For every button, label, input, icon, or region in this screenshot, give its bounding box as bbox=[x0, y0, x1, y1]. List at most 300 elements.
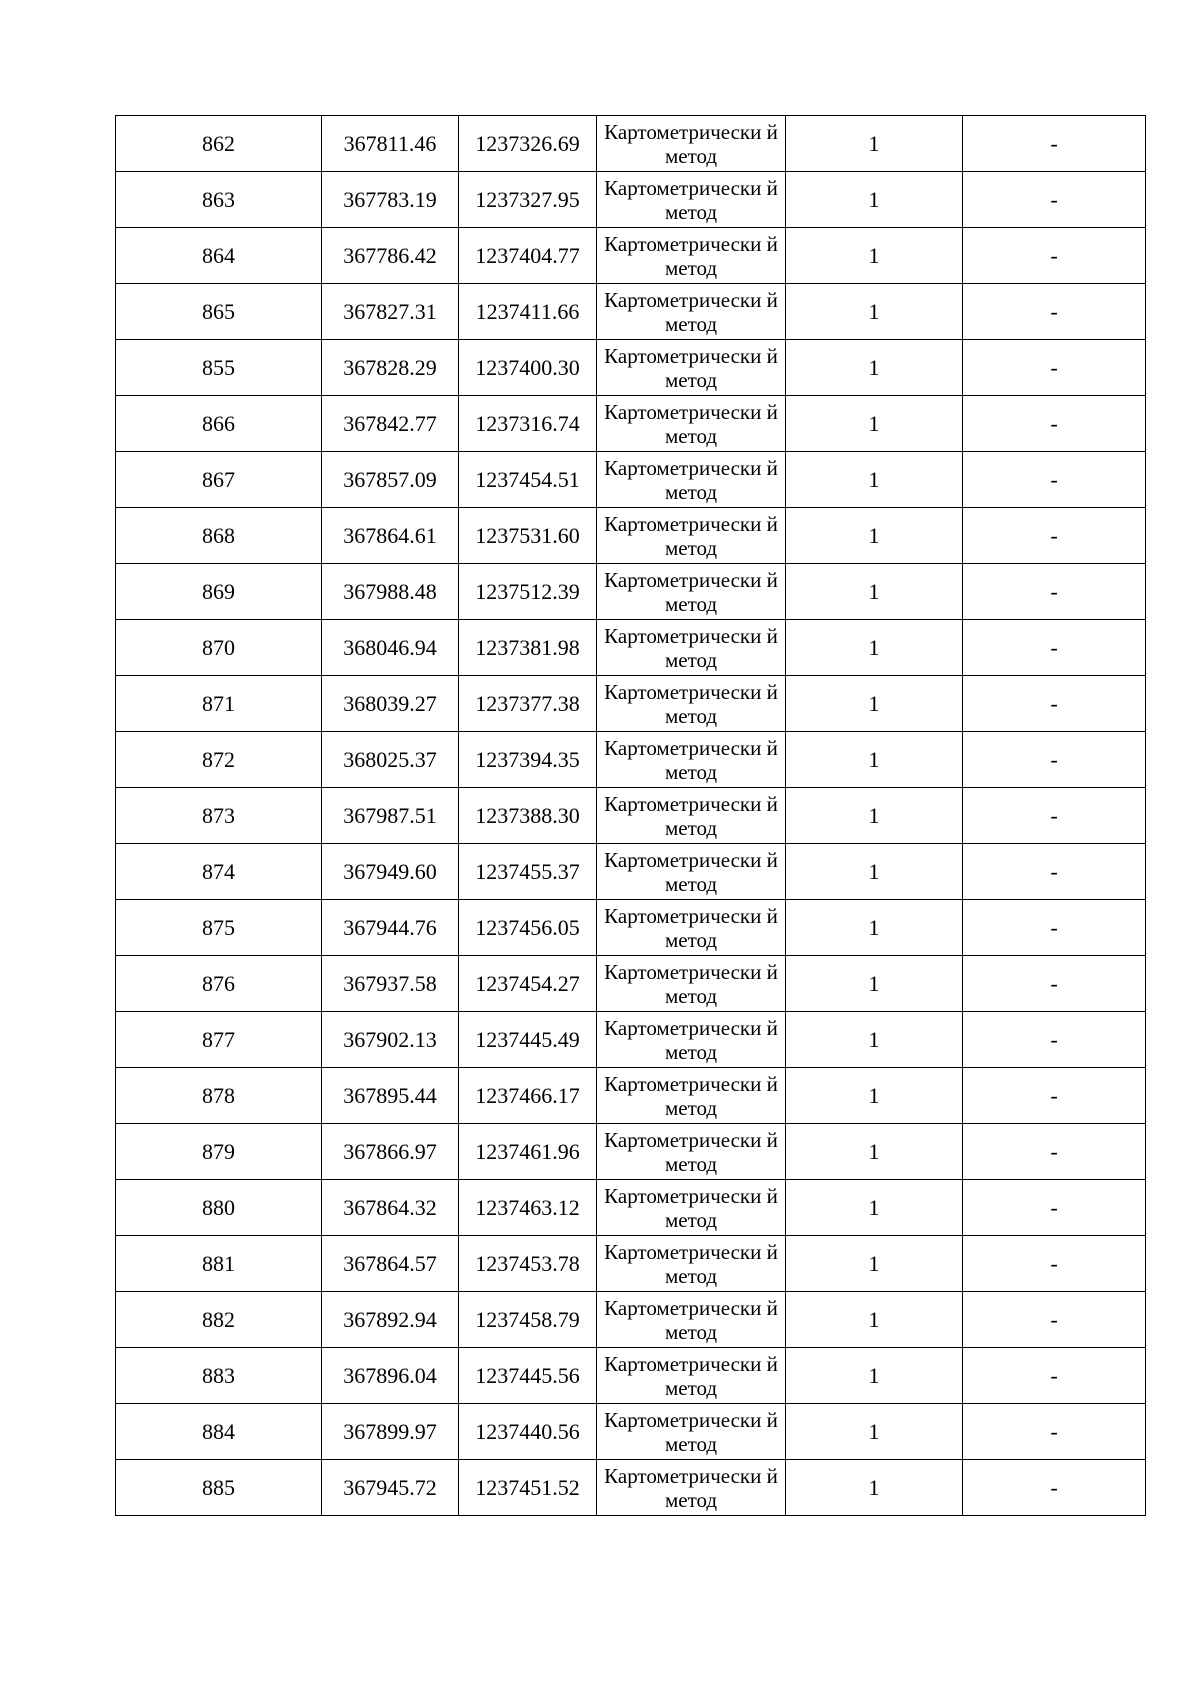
accuracy-cell-text: 1 bbox=[868, 1474, 880, 1500]
y-coordinate-cell bbox=[459, 1124, 597, 1180]
x-coordinate-cell-text: 367988.48 bbox=[343, 578, 437, 604]
table-row bbox=[116, 1012, 1146, 1068]
x-coordinate-cell-text: 367899.97 bbox=[343, 1418, 437, 1444]
x-coordinate-cell bbox=[322, 116, 459, 172]
method-cell-text: Картометрически й метод bbox=[604, 567, 778, 616]
method-cell-text: Картометрически й метод bbox=[604, 1239, 778, 1288]
accuracy-cell bbox=[786, 956, 963, 1012]
y-coordinate-cell bbox=[459, 732, 597, 788]
accuracy-cell bbox=[786, 1348, 963, 1404]
table-row bbox=[116, 1068, 1146, 1124]
table-row bbox=[116, 452, 1146, 508]
y-coordinate-cell-text: 1237400.30 bbox=[475, 354, 580, 380]
x-coordinate-cell bbox=[322, 508, 459, 564]
y-coordinate-cell-text: 1237316.74 bbox=[475, 410, 580, 436]
coordinates-table-body bbox=[116, 116, 1146, 1516]
method-cell bbox=[597, 844, 786, 900]
point-number-cell-text: 855 bbox=[202, 354, 235, 380]
y-coordinate-cell-text: 1237455.37 bbox=[475, 858, 580, 884]
point-number-cell-text: 873 bbox=[202, 802, 235, 828]
x-coordinate-cell bbox=[322, 1348, 459, 1404]
method-cell-text: Картометрически й метод bbox=[604, 1463, 778, 1512]
accuracy-cell bbox=[786, 844, 963, 900]
x-coordinate-cell bbox=[322, 1236, 459, 1292]
y-coordinate-cell-text: 1237531.60 bbox=[475, 522, 580, 548]
note-cell-text: - bbox=[1050, 970, 1058, 996]
method-cell-text: Картометрически й метод bbox=[604, 175, 778, 224]
note-cell-text: - bbox=[1050, 802, 1058, 828]
note-cell-text: - bbox=[1050, 354, 1058, 380]
note-cell-text: - bbox=[1050, 298, 1058, 324]
y-coordinate-cell bbox=[459, 116, 597, 172]
method-cell-text: Картометрически й метод bbox=[604, 847, 778, 896]
point-number-cell bbox=[116, 172, 322, 228]
y-coordinate-cell bbox=[459, 1236, 597, 1292]
accuracy-cell-text: 1 bbox=[868, 410, 880, 436]
accuracy-cell-text: 1 bbox=[868, 1026, 880, 1052]
x-coordinate-cell-text: 367864.61 bbox=[343, 522, 437, 548]
accuracy-cell-text: 1 bbox=[868, 1306, 880, 1332]
x-coordinate-cell-text: 368046.94 bbox=[343, 634, 437, 660]
method-cell-text: Картометрически й метод bbox=[604, 679, 778, 728]
x-coordinate-cell-text: 368039.27 bbox=[343, 690, 437, 716]
table-row bbox=[116, 1460, 1146, 1516]
method-cell-text: Картометрически й метод bbox=[604, 287, 778, 336]
accuracy-cell-text: 1 bbox=[868, 1250, 880, 1276]
y-coordinate-cell-text: 1237381.98 bbox=[475, 634, 580, 660]
y-coordinate-cell bbox=[459, 1068, 597, 1124]
y-coordinate-cell bbox=[459, 676, 597, 732]
point-number-cell-text: 878 bbox=[202, 1082, 235, 1108]
method-cell bbox=[597, 1460, 786, 1516]
y-coordinate-cell bbox=[459, 284, 597, 340]
y-coordinate-cell-text: 1237454.51 bbox=[475, 466, 580, 492]
x-coordinate-cell bbox=[322, 1068, 459, 1124]
x-coordinate-cell bbox=[322, 284, 459, 340]
y-coordinate-cell-text: 1237451.52 bbox=[475, 1474, 580, 1500]
point-number-cell bbox=[116, 732, 322, 788]
point-number-cell bbox=[116, 1348, 322, 1404]
point-number-cell-text: 884 bbox=[202, 1418, 235, 1444]
x-coordinate-cell-text: 367811.46 bbox=[343, 130, 437, 156]
y-coordinate-cell-text: 1237466.17 bbox=[475, 1082, 580, 1108]
note-cell bbox=[963, 1180, 1146, 1236]
x-coordinate-cell-text: 367892.94 bbox=[343, 1306, 437, 1332]
point-number-cell-text: 875 bbox=[202, 914, 235, 940]
note-cell-text: - bbox=[1050, 1362, 1058, 1388]
x-coordinate-cell-text: 367786.42 bbox=[343, 242, 437, 268]
y-coordinate-cell bbox=[459, 564, 597, 620]
note-cell-text: - bbox=[1050, 690, 1058, 716]
method-cell-text: Картометрически й метод bbox=[604, 1351, 778, 1400]
accuracy-cell bbox=[786, 1460, 963, 1516]
method-cell bbox=[597, 1068, 786, 1124]
point-number-cell-text: 881 bbox=[202, 1250, 235, 1276]
x-coordinate-cell bbox=[322, 1124, 459, 1180]
note-cell-text: - bbox=[1050, 130, 1058, 156]
note-cell-text: - bbox=[1050, 1026, 1058, 1052]
y-coordinate-cell-text: 1237440.56 bbox=[475, 1418, 580, 1444]
y-coordinate-cell-text: 1237453.78 bbox=[475, 1250, 580, 1276]
x-coordinate-cell-text: 367896.04 bbox=[343, 1362, 437, 1388]
accuracy-cell-text: 1 bbox=[868, 354, 880, 380]
point-number-cell-text: 883 bbox=[202, 1362, 235, 1388]
x-coordinate-cell-text: 367828.29 bbox=[343, 354, 437, 380]
note-cell bbox=[963, 564, 1146, 620]
note-cell bbox=[963, 1236, 1146, 1292]
accuracy-cell bbox=[786, 1012, 963, 1068]
method-cell bbox=[597, 1292, 786, 1348]
accuracy-cell bbox=[786, 396, 963, 452]
note-cell-text: - bbox=[1050, 242, 1058, 268]
point-number-cell-text: 872 bbox=[202, 746, 235, 772]
method-cell bbox=[597, 1124, 786, 1180]
table-row bbox=[116, 172, 1146, 228]
accuracy-cell-text: 1 bbox=[868, 970, 880, 996]
point-number-cell bbox=[116, 844, 322, 900]
note-cell-text: - bbox=[1050, 1138, 1058, 1164]
accuracy-cell bbox=[786, 1180, 963, 1236]
point-number-cell-text: 869 bbox=[202, 578, 235, 604]
note-cell-text: - bbox=[1050, 410, 1058, 436]
method-cell bbox=[597, 340, 786, 396]
x-coordinate-cell bbox=[322, 1012, 459, 1068]
accuracy-cell bbox=[786, 900, 963, 956]
y-coordinate-cell-text: 1237404.77 bbox=[475, 242, 580, 268]
note-cell bbox=[963, 788, 1146, 844]
y-coordinate-cell bbox=[459, 396, 597, 452]
y-coordinate-cell bbox=[459, 1404, 597, 1460]
method-cell bbox=[597, 676, 786, 732]
y-coordinate-cell bbox=[459, 1012, 597, 1068]
note-cell bbox=[963, 172, 1146, 228]
y-coordinate-cell-text: 1237463.12 bbox=[475, 1194, 580, 1220]
note-cell bbox=[963, 1292, 1146, 1348]
accuracy-cell-text: 1 bbox=[868, 578, 880, 604]
point-number-cell-text: 874 bbox=[202, 858, 235, 884]
table-row bbox=[116, 732, 1146, 788]
y-coordinate-cell-text: 1237326.69 bbox=[475, 130, 580, 156]
method-cell bbox=[597, 228, 786, 284]
method-cell-text: Картометрически й метод bbox=[604, 903, 778, 952]
method-cell-text: Картометрически й метод bbox=[604, 623, 778, 672]
table-row bbox=[116, 1292, 1146, 1348]
accuracy-cell-text: 1 bbox=[868, 1362, 880, 1388]
table-row bbox=[116, 116, 1146, 172]
x-coordinate-cell-text: 367944.76 bbox=[343, 914, 437, 940]
table-row bbox=[116, 676, 1146, 732]
x-coordinate-cell bbox=[322, 1292, 459, 1348]
x-coordinate-cell-text: 367866.97 bbox=[343, 1138, 437, 1164]
point-number-cell bbox=[116, 396, 322, 452]
x-coordinate-cell bbox=[322, 788, 459, 844]
y-coordinate-cell-text: 1237411.66 bbox=[475, 298, 580, 324]
method-cell bbox=[597, 508, 786, 564]
method-cell bbox=[597, 1348, 786, 1404]
table-row bbox=[116, 788, 1146, 844]
method-cell bbox=[597, 284, 786, 340]
x-coordinate-cell bbox=[322, 956, 459, 1012]
x-coordinate-cell-text: 367937.58 bbox=[343, 970, 437, 996]
accuracy-cell bbox=[786, 1124, 963, 1180]
note-cell bbox=[963, 452, 1146, 508]
note-cell bbox=[963, 284, 1146, 340]
accuracy-cell bbox=[786, 172, 963, 228]
y-coordinate-cell bbox=[459, 1292, 597, 1348]
accuracy-cell-text: 1 bbox=[868, 690, 880, 716]
method-cell-text: Картометрически й метод bbox=[604, 511, 778, 560]
method-cell-text: Картометрически й метод bbox=[604, 1071, 778, 1120]
point-number-cell bbox=[116, 284, 322, 340]
method-cell-text: Картометрически й метод bbox=[604, 791, 778, 840]
table-row bbox=[116, 1124, 1146, 1180]
accuracy-cell bbox=[786, 284, 963, 340]
accuracy-cell bbox=[786, 564, 963, 620]
y-coordinate-cell-text: 1237327.95 bbox=[475, 186, 580, 212]
method-cell-text: Картометрически й метод bbox=[604, 399, 778, 448]
point-number-cell-text: 863 bbox=[202, 186, 235, 212]
accuracy-cell bbox=[786, 452, 963, 508]
y-coordinate-cell bbox=[459, 900, 597, 956]
method-cell bbox=[597, 116, 786, 172]
note-cell-text: - bbox=[1050, 1194, 1058, 1220]
point-number-cell bbox=[116, 1236, 322, 1292]
method-cell bbox=[597, 1404, 786, 1460]
x-coordinate-cell bbox=[322, 340, 459, 396]
x-coordinate-cell bbox=[322, 1180, 459, 1236]
accuracy-cell-text: 1 bbox=[868, 242, 880, 268]
note-cell-text: - bbox=[1050, 634, 1058, 660]
y-coordinate-cell bbox=[459, 340, 597, 396]
accuracy-cell bbox=[786, 228, 963, 284]
coordinates-table bbox=[115, 115, 1146, 1516]
note-cell bbox=[963, 396, 1146, 452]
table-row bbox=[116, 396, 1146, 452]
note-cell-text: - bbox=[1050, 578, 1058, 604]
accuracy-cell-text: 1 bbox=[868, 130, 880, 156]
accuracy-cell-text: 1 bbox=[868, 1418, 880, 1444]
y-coordinate-cell bbox=[459, 228, 597, 284]
method-cell-text: Картометрически й метод bbox=[604, 1015, 778, 1064]
method-cell bbox=[597, 956, 786, 1012]
point-number-cell-text: 864 bbox=[202, 242, 235, 268]
note-cell bbox=[963, 1348, 1146, 1404]
y-coordinate-cell-text: 1237445.56 bbox=[475, 1362, 580, 1388]
table-row bbox=[116, 900, 1146, 956]
point-number-cell-text: 862 bbox=[202, 130, 235, 156]
point-number-cell bbox=[116, 900, 322, 956]
method-cell bbox=[597, 172, 786, 228]
x-coordinate-cell bbox=[322, 1404, 459, 1460]
note-cell-text: - bbox=[1050, 1250, 1058, 1276]
point-number-cell bbox=[116, 340, 322, 396]
note-cell bbox=[963, 844, 1146, 900]
x-coordinate-cell-text: 367864.57 bbox=[343, 1250, 437, 1276]
method-cell-text: Картометрически й метод bbox=[604, 1295, 778, 1344]
accuracy-cell-text: 1 bbox=[868, 914, 880, 940]
note-cell bbox=[963, 508, 1146, 564]
point-number-cell-text: 866 bbox=[202, 410, 235, 436]
accuracy-cell-text: 1 bbox=[868, 298, 880, 324]
note-cell bbox=[963, 340, 1146, 396]
accuracy-cell-text: 1 bbox=[868, 746, 880, 772]
point-number-cell bbox=[116, 1292, 322, 1348]
method-cell-text: Картометрически й метод bbox=[604, 231, 778, 280]
x-coordinate-cell bbox=[322, 676, 459, 732]
table-row bbox=[116, 228, 1146, 284]
note-cell-text: - bbox=[1050, 746, 1058, 772]
y-coordinate-cell bbox=[459, 1348, 597, 1404]
point-number-cell-text: 882 bbox=[202, 1306, 235, 1332]
x-coordinate-cell bbox=[322, 1460, 459, 1516]
accuracy-cell-text: 1 bbox=[868, 466, 880, 492]
y-coordinate-cell bbox=[459, 956, 597, 1012]
point-number-cell bbox=[116, 116, 322, 172]
note-cell bbox=[963, 1068, 1146, 1124]
method-cell-text: Картометрически й метод bbox=[604, 1183, 778, 1232]
note-cell bbox=[963, 116, 1146, 172]
table-row bbox=[116, 620, 1146, 676]
y-coordinate-cell bbox=[459, 452, 597, 508]
point-number-cell bbox=[116, 676, 322, 732]
method-cell bbox=[597, 620, 786, 676]
note-cell-text: - bbox=[1050, 466, 1058, 492]
note-cell-text: - bbox=[1050, 858, 1058, 884]
method-cell bbox=[597, 1236, 786, 1292]
point-number-cell bbox=[116, 508, 322, 564]
x-coordinate-cell-text: 367987.51 bbox=[343, 802, 437, 828]
point-number-cell bbox=[116, 1012, 322, 1068]
x-coordinate-cell bbox=[322, 172, 459, 228]
accuracy-cell bbox=[786, 1236, 963, 1292]
x-coordinate-cell-text: 367949.60 bbox=[343, 858, 437, 884]
point-number-cell-text: 868 bbox=[202, 522, 235, 548]
accuracy-cell-text: 1 bbox=[868, 1194, 880, 1220]
method-cell-text: Картометрически й метод bbox=[604, 735, 778, 784]
x-coordinate-cell-text: 367895.44 bbox=[343, 1082, 437, 1108]
table-row bbox=[116, 508, 1146, 564]
accuracy-cell bbox=[786, 116, 963, 172]
point-number-cell bbox=[116, 1124, 322, 1180]
accuracy-cell bbox=[786, 1068, 963, 1124]
method-cell bbox=[597, 452, 786, 508]
y-coordinate-cell-text: 1237512.39 bbox=[475, 578, 580, 604]
note-cell bbox=[963, 676, 1146, 732]
point-number-cell-text: 865 bbox=[202, 298, 235, 324]
y-coordinate-cell-text: 1237445.49 bbox=[475, 1026, 580, 1052]
accuracy-cell bbox=[786, 788, 963, 844]
method-cell-text: Картометрически й метод bbox=[604, 343, 778, 392]
note-cell bbox=[963, 1404, 1146, 1460]
method-cell bbox=[597, 564, 786, 620]
table-row bbox=[116, 844, 1146, 900]
point-number-cell bbox=[116, 1460, 322, 1516]
point-number-cell bbox=[116, 620, 322, 676]
method-cell bbox=[597, 1180, 786, 1236]
point-number-cell bbox=[116, 788, 322, 844]
note-cell bbox=[963, 732, 1146, 788]
accuracy-cell bbox=[786, 340, 963, 396]
method-cell bbox=[597, 900, 786, 956]
note-cell bbox=[963, 956, 1146, 1012]
x-coordinate-cell-text: 367864.32 bbox=[343, 1194, 437, 1220]
y-coordinate-cell-text: 1237377.38 bbox=[475, 690, 580, 716]
point-number-cell-text: 880 bbox=[202, 1194, 235, 1220]
y-coordinate-cell-text: 1237458.79 bbox=[475, 1306, 580, 1332]
x-coordinate-cell bbox=[322, 228, 459, 284]
method-cell bbox=[597, 396, 786, 452]
accuracy-cell-text: 1 bbox=[868, 1082, 880, 1108]
x-coordinate-cell-text: 368025.37 bbox=[343, 746, 437, 772]
method-cell bbox=[597, 732, 786, 788]
x-coordinate-cell bbox=[322, 732, 459, 788]
y-coordinate-cell bbox=[459, 788, 597, 844]
x-coordinate-cell-text: 367842.77 bbox=[343, 410, 437, 436]
table-row bbox=[116, 956, 1146, 1012]
x-coordinate-cell bbox=[322, 564, 459, 620]
method-cell bbox=[597, 1012, 786, 1068]
accuracy-cell-text: 1 bbox=[868, 522, 880, 548]
table-row bbox=[116, 340, 1146, 396]
y-coordinate-cell bbox=[459, 1180, 597, 1236]
point-number-cell-text: 870 bbox=[202, 634, 235, 660]
table-row bbox=[116, 1180, 1146, 1236]
accuracy-cell-text: 1 bbox=[868, 858, 880, 884]
accuracy-cell-text: 1 bbox=[868, 634, 880, 660]
method-cell-text: Картометрически й метод bbox=[604, 959, 778, 1008]
method-cell bbox=[597, 788, 786, 844]
note-cell-text: - bbox=[1050, 1418, 1058, 1444]
point-number-cell bbox=[116, 452, 322, 508]
point-number-cell-text: 879 bbox=[202, 1138, 235, 1164]
accuracy-cell-text: 1 bbox=[868, 1138, 880, 1164]
point-number-cell-text: 877 bbox=[202, 1026, 235, 1052]
method-cell-text: Картометрически й метод bbox=[604, 1407, 778, 1456]
note-cell bbox=[963, 1012, 1146, 1068]
accuracy-cell bbox=[786, 620, 963, 676]
y-coordinate-cell bbox=[459, 508, 597, 564]
note-cell-text: - bbox=[1050, 522, 1058, 548]
x-coordinate-cell-text: 367945.72 bbox=[343, 1474, 437, 1500]
point-number-cell bbox=[116, 1180, 322, 1236]
point-number-cell-text: 885 bbox=[202, 1474, 235, 1500]
x-coordinate-cell bbox=[322, 844, 459, 900]
method-cell-text: Картометрически й метод bbox=[604, 455, 778, 504]
note-cell bbox=[963, 228, 1146, 284]
point-number-cell-text: 876 bbox=[202, 970, 235, 996]
point-number-cell bbox=[116, 956, 322, 1012]
table-row bbox=[116, 1348, 1146, 1404]
x-coordinate-cell-text: 367857.09 bbox=[343, 466, 437, 492]
y-coordinate-cell bbox=[459, 844, 597, 900]
y-coordinate-cell-text: 1237454.27 bbox=[475, 970, 580, 996]
x-coordinate-cell-text: 367783.19 bbox=[343, 186, 437, 212]
method-cell-text: Картометрически й метод bbox=[604, 119, 778, 168]
note-cell bbox=[963, 620, 1146, 676]
x-coordinate-cell-text: 367902.13 bbox=[343, 1026, 437, 1052]
accuracy-cell bbox=[786, 1292, 963, 1348]
x-coordinate-cell bbox=[322, 396, 459, 452]
note-cell bbox=[963, 1460, 1146, 1516]
table-row bbox=[116, 1404, 1146, 1460]
table-row bbox=[116, 1236, 1146, 1292]
table-row bbox=[116, 284, 1146, 340]
point-number-cell bbox=[116, 564, 322, 620]
accuracy-cell bbox=[786, 1404, 963, 1460]
note-cell bbox=[963, 1124, 1146, 1180]
point-number-cell-text: 871 bbox=[202, 690, 235, 716]
note-cell bbox=[963, 900, 1146, 956]
